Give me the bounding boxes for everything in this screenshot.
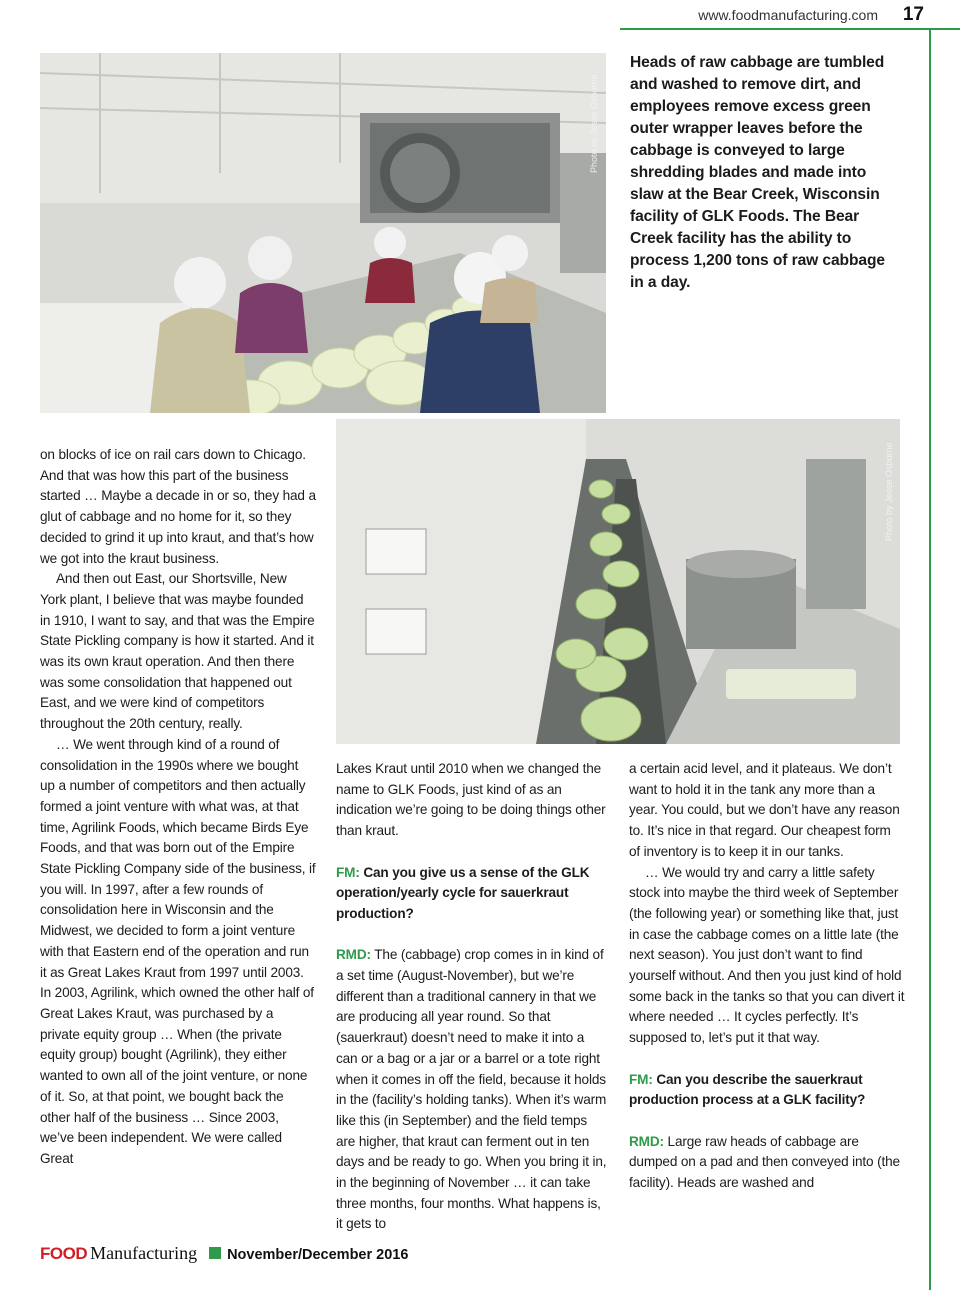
paragraph: Lakes Kraut until 2010 when we changed the name to GLK Foods, just kind of as an indication we’re going to be doing things other than kraut. xyxy=(336,761,606,839)
answer-text: The (cabbage) crop comes in in kind of a set time (August-November), but we’re different than a traditional cannery in that we are producing all year round. So that (sauerkraut) doesn’t need to make it into a can or a bag or a jar or a barrel or a tote right when it comes in off the field, because it holds in the (facility’s holding tanks). When it’s warm like this (in September) and the field temps are higher, that kraut can ferment out in ten days and be ready to go. When you bring it in, in the beginning of November … it can take three months, four months. What happens is, it gets to xyxy=(336,947,607,1232)
respondent-label: RMD: xyxy=(336,947,371,963)
article-column-2 xyxy=(336,759,608,1235)
header-rule xyxy=(620,28,960,30)
page-header xyxy=(0,4,960,30)
answer-2 xyxy=(629,1132,905,1194)
photo-credit: Photo by Jesse Osborne xyxy=(884,442,894,541)
question-1 xyxy=(336,863,608,925)
brand-manufacturing-logo: Manufacturing xyxy=(90,1243,198,1263)
question-text: Can you give us a sense of the GLK operation/yearly cycle for sauerkraut production? xyxy=(336,864,590,921)
article-column-1 xyxy=(40,445,316,1170)
article-column-3 xyxy=(629,759,905,1194)
page-footer xyxy=(40,1243,560,1267)
paragraph: … We went through kind of a round of consolidation in the 1990s where we bought up a number of competitors and then actually formed a joint venture with what was, at that time, Agrilink Foods, which became Birds Eye Foods, and that was born out of the Empire State Pickling Company side of the business, if you will. In 1997, after a few rounds of consolidation here in Wisconsin and the Midwest, we decided to form a joint venture with that Eastern end of the operation and run it as Great Lakes Kraut from 1997 until 2003. In 2003, Agrilink, which owned the other half of Great Lakes Kraut, was purchased by a private equity group … When (the private equity group) bought (Agrilink), they either wanted to own all of the joint venture, or none of it. So, at that point, we bought back the other half of the business … Since 2003, we’ve been independent. We were called Great xyxy=(40,736,316,1166)
interviewer-label: FM: xyxy=(336,864,360,880)
photo-caption: Heads of raw cabbage are tumbled and washed to remove dirt, and employees remove excess green outer wrapper leaves before the cabbage is conveyed to large shredding blades and made into slaw at the Bear Creek, Wisconsin facility of GLK Foods. The Bear Creek facility has the ability to process 1,200 tons of raw cabbage in a day. xyxy=(630,54,885,291)
cabbage-processing-line-photo xyxy=(40,53,606,413)
paragraph: … We would try and carry a little safety stock into maybe the third week of September (the following year) or something like that, just in case the cabbage comes on a little late (the next season). You just don’t want to find yourself without. And then you just kind of hold some back in the tanks so that you can divert it where needed … It cycles perfectly. It’s supposed to, let’s put it that way. xyxy=(629,864,905,1046)
site-url[interactable]: www.foodmanufacturing.com xyxy=(698,7,878,23)
respondent-label: RMD: xyxy=(629,1133,664,1149)
issue-date: November/December 2016 xyxy=(227,1247,409,1263)
interviewer-label: FM: xyxy=(629,1071,653,1087)
photo-illustration xyxy=(40,53,606,413)
paragraph: And then out East, our Shortsville, New York plant, I believe that was maybe founded in 1910, I want to say, and that was the Empire State Pickling company is how it started. And it was its own kraut operation. And then there was some consolidation that happened out East, and we were kind of competitors throughout the 20th century, really. xyxy=(40,571,315,732)
question-text: Can you describe the sauerkraut production process at a GLK facility? xyxy=(629,1071,866,1108)
answer-text: Large raw heads of cabbage are dumped on a pad and then conveyed into (the facility). Heads are washed and xyxy=(629,1133,900,1191)
green-square-icon xyxy=(209,1247,221,1259)
brand-food-logo: FOOD xyxy=(40,1244,88,1263)
paragraph: on blocks of ice on rail cars down to Chicago. And that was how this part of the business started … Maybe a decade in or so, they had a glut of cabbage and no home for it, so they decided to grind it up into kraut, and that’s how we got into the kraut business. xyxy=(40,447,316,566)
photo-credit: Photo by Jesse Osborne xyxy=(589,74,599,173)
margin-rule xyxy=(929,28,931,1290)
question-2 xyxy=(629,1070,905,1111)
cabbage-conveyor-photo xyxy=(336,419,900,744)
photo-illustration xyxy=(336,419,900,744)
paragraph: a certain acid level, and it plateaus. We don’t want to hold it in the tank any more than a year. You could, but we don’t have any reason to. It’s nice in that regard. Our cheapest form of inventory is to keep it in our tanks. xyxy=(629,761,900,859)
answer-1 xyxy=(336,945,608,1235)
page-number: 17 xyxy=(902,4,924,25)
